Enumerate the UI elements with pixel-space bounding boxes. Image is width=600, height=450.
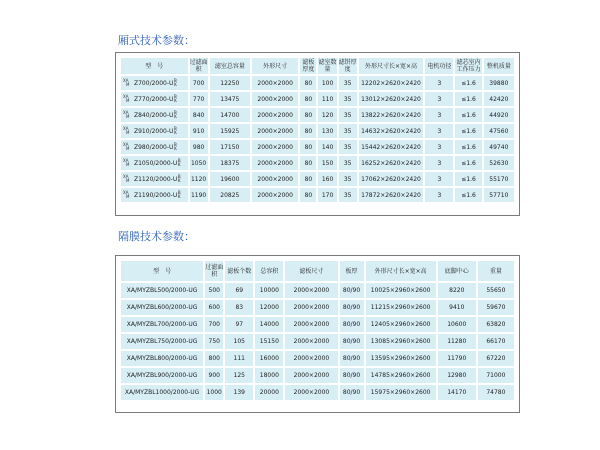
table-cell: 12000: [255, 300, 283, 315]
table-cell: 80: [300, 140, 316, 154]
brand-logo: [123, 175, 134, 184]
table-row: [121, 317, 514, 332]
table-cell: 125: [225, 368, 253, 383]
column-header: 底脚中心: [438, 261, 476, 281]
table-cell: 47560: [484, 124, 514, 138]
table-cell: 49740: [484, 140, 514, 154]
suffix-bottom: K: [174, 114, 177, 119]
table-cell: 35: [339, 140, 357, 154]
table-cell: 52630: [484, 156, 514, 170]
table-cell: 97: [225, 317, 253, 332]
table-cell: 17872×2620×2420: [359, 188, 424, 202]
table-cell: ≤1.6: [455, 172, 481, 186]
table-cell: 39880: [484, 76, 514, 90]
brand-logo: [123, 143, 134, 152]
column-header: 滤板尺寸: [285, 261, 337, 281]
table-cell: 750: [205, 334, 223, 349]
column-header: 滤板个数: [225, 261, 253, 281]
table-cell: 35: [339, 92, 357, 106]
model-label: Z1120/2000-U: [134, 175, 178, 183]
suffix-top: B: [174, 94, 177, 99]
table-cell: 1050: [190, 156, 208, 170]
model-cell: [121, 140, 188, 154]
table-cell: ≤1.6: [455, 108, 481, 122]
brand-logo: [123, 111, 134, 120]
table-cell: 80: [300, 188, 316, 202]
logo-text-top: XA: [123, 77, 129, 83]
table-cell: 14000: [255, 317, 283, 332]
membrane-specs-panel: [115, 255, 520, 413]
column-header: 滤饼厚度: [338, 59, 357, 73]
table-cell: 15442×2620×2420: [359, 140, 424, 154]
brand-logo: [123, 191, 134, 200]
table-cell: 19600: [210, 172, 250, 186]
table-cell: 14785×2960×2600: [366, 368, 436, 383]
model-cell: XA/MYZBL500/2000-UG: [121, 283, 203, 298]
table-cell: 35: [339, 156, 357, 170]
table-cell: 12250: [210, 76, 250, 90]
table-cell: 80/90: [340, 351, 364, 366]
table-row: [121, 108, 514, 122]
table-cell: 15975×2960×2600: [366, 385, 436, 400]
table-cell: 13085×2960×2600: [366, 334, 436, 349]
model-suffix: [173, 79, 177, 87]
table-cell: 16000: [255, 351, 283, 366]
table-cell: 170: [318, 188, 336, 202]
table-cell: 80/90: [340, 385, 364, 400]
column-header: 整机质量: [484, 58, 514, 74]
table-cell: 12980: [438, 368, 476, 383]
table-cell: 80/90: [340, 317, 364, 332]
table-row: [121, 172, 514, 186]
table-cell: 2000×2000: [252, 92, 298, 106]
model-cell: XA/MYZBL900/2000-UG: [121, 368, 203, 383]
model-label: Z980/2000-U: [134, 143, 174, 151]
table-cell: 74780: [478, 385, 514, 400]
model-cell: [121, 124, 188, 138]
model-label: Z910/2000-U: [134, 127, 174, 135]
suffix-bottom: K: [174, 82, 177, 87]
table-cell: 800: [205, 351, 223, 366]
table-cell: 770: [190, 92, 208, 106]
table-row: [121, 156, 514, 170]
brand-logo: [123, 79, 134, 88]
table-cell: 83: [225, 300, 253, 315]
table-cell: 105: [225, 334, 253, 349]
table-row: [121, 385, 514, 400]
column-header: 型 号: [121, 261, 203, 281]
table-cell: 3: [425, 108, 453, 122]
model-label: Z840/2000-U: [134, 111, 174, 119]
table-cell: 55170: [484, 172, 514, 186]
logo-text-top: XA: [123, 125, 129, 131]
model-cell: XA/MYZBL600/2000-UG: [121, 300, 203, 315]
table-cell: 3: [425, 188, 453, 202]
model-suffix: [173, 111, 177, 119]
table-cell: 2000×2000: [252, 108, 298, 122]
table-row: [121, 368, 514, 383]
table-cell: 3: [425, 124, 453, 138]
logo-text-bottom: M: [126, 81, 130, 87]
model-suffix: [173, 143, 177, 151]
table-row: [121, 188, 514, 202]
table-cell: 840: [190, 108, 208, 122]
table-cell: 66170: [478, 334, 514, 349]
table-cell: 14632×2620×2420: [359, 124, 424, 138]
column-header: 外形尺寸长×宽×高: [359, 58, 424, 74]
table-cell: 14700: [210, 108, 250, 122]
logo-text-top: XA: [123, 189, 129, 195]
table-cell: 13012×2620×2420: [359, 92, 424, 106]
logo-text-top: XA: [123, 141, 129, 147]
brand-logo: [123, 159, 134, 168]
table-cell: 35: [339, 76, 357, 90]
table-cell: 35: [339, 172, 357, 186]
table-cell: 44920: [484, 108, 514, 122]
table-cell: 11215×2960×2600: [366, 300, 436, 315]
table-cell: 120: [318, 108, 336, 122]
table-cell: 35: [339, 124, 357, 138]
logo-text-top: XA: [123, 157, 129, 163]
table-cell: 139: [225, 385, 253, 400]
table-cell: 11790: [438, 351, 476, 366]
table-cell: 900: [205, 368, 223, 383]
table-cell: 42420: [484, 92, 514, 106]
table-cell: 63820: [478, 317, 514, 332]
table-cell: 13595×2960×2600: [366, 351, 436, 366]
column-header: 过滤面积: [189, 59, 208, 73]
table-cell: 3: [425, 140, 453, 154]
table-cell: 2000×2000: [252, 140, 298, 154]
table-cell: 3: [425, 172, 453, 186]
chamber-specs-panel: [115, 52, 520, 216]
model-label: Z770/2000-U: [134, 95, 174, 103]
table-row: [121, 334, 514, 349]
table-cell: 160: [318, 172, 336, 186]
table-cell: 2000×2000: [285, 300, 337, 315]
model-cell: XA/MYZBL800/2000-UG: [121, 351, 203, 366]
logo-text-bottom: M: [126, 145, 130, 151]
model-cell: [121, 108, 188, 122]
membrane-specs-title: 隔膜技术参数：: [118, 230, 195, 243]
table-cell: 140: [318, 140, 336, 154]
table-cell: 2000×2000: [285, 283, 337, 298]
model-cell: [121, 188, 188, 202]
table-cell: 15925: [210, 124, 250, 138]
table-row: [121, 76, 514, 90]
column-header: 过滤面积: [205, 261, 223, 281]
membrane-specs-table: [119, 259, 516, 402]
table-cell: 14170: [438, 385, 476, 400]
table-cell: 3: [425, 92, 453, 106]
model-suffix: [177, 175, 181, 183]
table-cell: 2000×2000: [252, 124, 298, 138]
column-header: 滤室总容量: [210, 58, 250, 74]
table-header-row: [121, 261, 514, 281]
model-suffix: [173, 95, 177, 103]
table-cell: 13475: [210, 92, 250, 106]
table-cell: 2000×2000: [285, 334, 337, 349]
suffix-top: B: [174, 126, 177, 131]
model-label: Z1050/2000-U: [134, 159, 178, 167]
column-header: 滤室数量: [318, 59, 337, 73]
table-cell: 1000: [205, 385, 223, 400]
table-cell: 35: [339, 108, 357, 122]
table-cell: 67220: [478, 351, 514, 366]
table-cell: 700: [190, 76, 208, 90]
table-cell: 71000: [478, 368, 514, 383]
table-row: [121, 351, 514, 366]
logo-text-top: XA: [123, 109, 129, 115]
logo-text-bottom: M: [126, 129, 130, 135]
suffix-bottom: K: [174, 98, 177, 103]
chamber-specs-title: 厢式技术参数：: [118, 34, 195, 47]
table-cell: 10025×2960×2600: [366, 283, 436, 298]
column-header: 电机功径: [425, 58, 453, 74]
column-header: 型 号: [121, 58, 188, 74]
table-row: [121, 92, 514, 106]
suffix-top: B: [174, 110, 177, 115]
suffix-bottom: K: [177, 178, 181, 183]
table-cell: 20825: [210, 188, 250, 202]
table-cell: 8220: [438, 283, 476, 298]
table-cell: 600: [205, 300, 223, 315]
table-cell: 15150: [255, 334, 283, 349]
suffix-top: B: [177, 158, 181, 163]
model-suffix: [173, 127, 177, 135]
column-header: 重量: [478, 261, 514, 281]
table-cell: 12405×2960×2600: [366, 317, 436, 332]
table-cell: 1120: [190, 172, 208, 186]
suffix-bottom: K: [177, 162, 181, 167]
table-cell: 17062×2620×2420: [359, 172, 424, 186]
model-cell: XA/MYZBL1000/2000-UG: [121, 385, 203, 400]
table-cell: ≤1.6: [455, 156, 481, 170]
column-header: 板厚: [340, 261, 364, 281]
model-suffix: [177, 159, 181, 167]
table-cell: 2000×2000: [252, 188, 298, 202]
table-cell: 1190: [190, 188, 208, 202]
table-cell: 80/90: [340, 368, 364, 383]
column-header: 总容积: [255, 261, 283, 281]
brand-logo: [123, 127, 134, 136]
table-cell: 80: [300, 156, 316, 170]
table-cell: 10600: [438, 317, 476, 332]
table-cell: ≤1.6: [455, 76, 481, 90]
table-cell: 2000×2000: [252, 156, 298, 170]
table-cell: 2000×2000: [285, 317, 337, 332]
table-cell: 80/90: [340, 334, 364, 349]
table-cell: 80: [300, 124, 316, 138]
table-cell: 2000×2000: [252, 76, 298, 90]
table-cell: 59670: [478, 300, 514, 315]
column-header: 滤板厚度: [300, 58, 316, 74]
table-cell: 10000: [255, 283, 283, 298]
table-cell: 80: [300, 76, 316, 90]
table-cell: 500: [205, 283, 223, 298]
table-cell: 9410: [438, 300, 476, 315]
suffix-top: B: [174, 78, 177, 83]
logo-text-bottom: M: [126, 161, 130, 167]
model-suffix: [177, 191, 181, 199]
model-cell: [121, 172, 188, 186]
table-cell: 111: [225, 351, 253, 366]
table-cell: 2000×2000: [285, 385, 337, 400]
table-cell: ≤1.6: [455, 124, 481, 138]
table-cell: 57710: [484, 188, 514, 202]
logo-text-bottom: M: [126, 177, 130, 183]
table-row: [121, 300, 514, 315]
table-cell: 80/90: [340, 300, 364, 315]
table-cell: 17150: [210, 140, 250, 154]
table-cell: 80: [300, 172, 316, 186]
table-row: [121, 283, 514, 298]
column-header: 外形尺寸长×宽×高: [366, 261, 436, 281]
table-cell: 100: [318, 76, 336, 90]
table-cell: 110: [318, 92, 336, 106]
table-cell: 700: [205, 317, 223, 332]
suffix-bottom: K: [174, 130, 177, 135]
table-cell: 18000: [255, 368, 283, 383]
logo-text-bottom: M: [126, 97, 130, 103]
table-cell: ≤1.6: [455, 188, 481, 202]
table-cell: 55650: [478, 283, 514, 298]
model-cell: [121, 156, 188, 170]
table-cell: 150: [318, 156, 336, 170]
model-cell: XA/MYZBL700/2000-UG: [121, 317, 203, 332]
model-cell: [121, 92, 188, 106]
table-cell: 16252×2620×2420: [359, 156, 424, 170]
table-cell: 80/90: [340, 283, 364, 298]
column-header: 外形尺寸: [252, 58, 298, 74]
logo-text-bottom: M: [126, 193, 130, 199]
table-cell: ≤1.6: [455, 92, 481, 106]
suffix-bottom: K: [174, 146, 177, 151]
table-cell: 2000×2000: [285, 351, 337, 366]
column-header: 滤芯室内工作压力: [456, 59, 481, 73]
table-cell: 80: [300, 92, 316, 106]
table-cell: 2000×2000: [252, 172, 298, 186]
table-cell: 980: [190, 140, 208, 154]
table-cell: 20000: [255, 385, 283, 400]
logo-text-top: XA: [123, 93, 129, 99]
suffix-top: B: [174, 142, 177, 147]
model-cell: [121, 76, 188, 90]
chamber-specs-table: [119, 56, 516, 204]
table-row: [121, 140, 514, 154]
table-cell: 910: [190, 124, 208, 138]
table-header-row: [121, 58, 514, 74]
table-cell: 18375: [210, 156, 250, 170]
table-cell: 3: [425, 76, 453, 90]
model-cell: XA/MYZBL750/2000-UG: [121, 334, 203, 349]
table-cell: 11280: [438, 334, 476, 349]
table-cell: 130: [318, 124, 336, 138]
suffix-bottom: K: [177, 194, 181, 199]
table-cell: 2000×2000: [285, 368, 337, 383]
table-row: [121, 124, 514, 138]
table-cell: ≤1.6: [455, 140, 481, 154]
table-cell: 35: [339, 188, 357, 202]
logo-text-bottom: M: [126, 113, 130, 119]
table-cell: 69: [225, 283, 253, 298]
suffix-top: B: [177, 190, 181, 195]
brand-logo: [123, 95, 134, 104]
model-label: Z700/2000-U: [134, 79, 174, 87]
table-cell: 80: [300, 108, 316, 122]
table-cell: 13822×2620×2420: [359, 108, 424, 122]
logo-text-top: XA: [123, 173, 129, 179]
table-cell: 3: [425, 156, 453, 170]
suffix-top: B: [177, 174, 181, 179]
model-label: Z1190/2000-U: [134, 191, 178, 199]
table-cell: 12202×2620×2420: [359, 76, 424, 90]
